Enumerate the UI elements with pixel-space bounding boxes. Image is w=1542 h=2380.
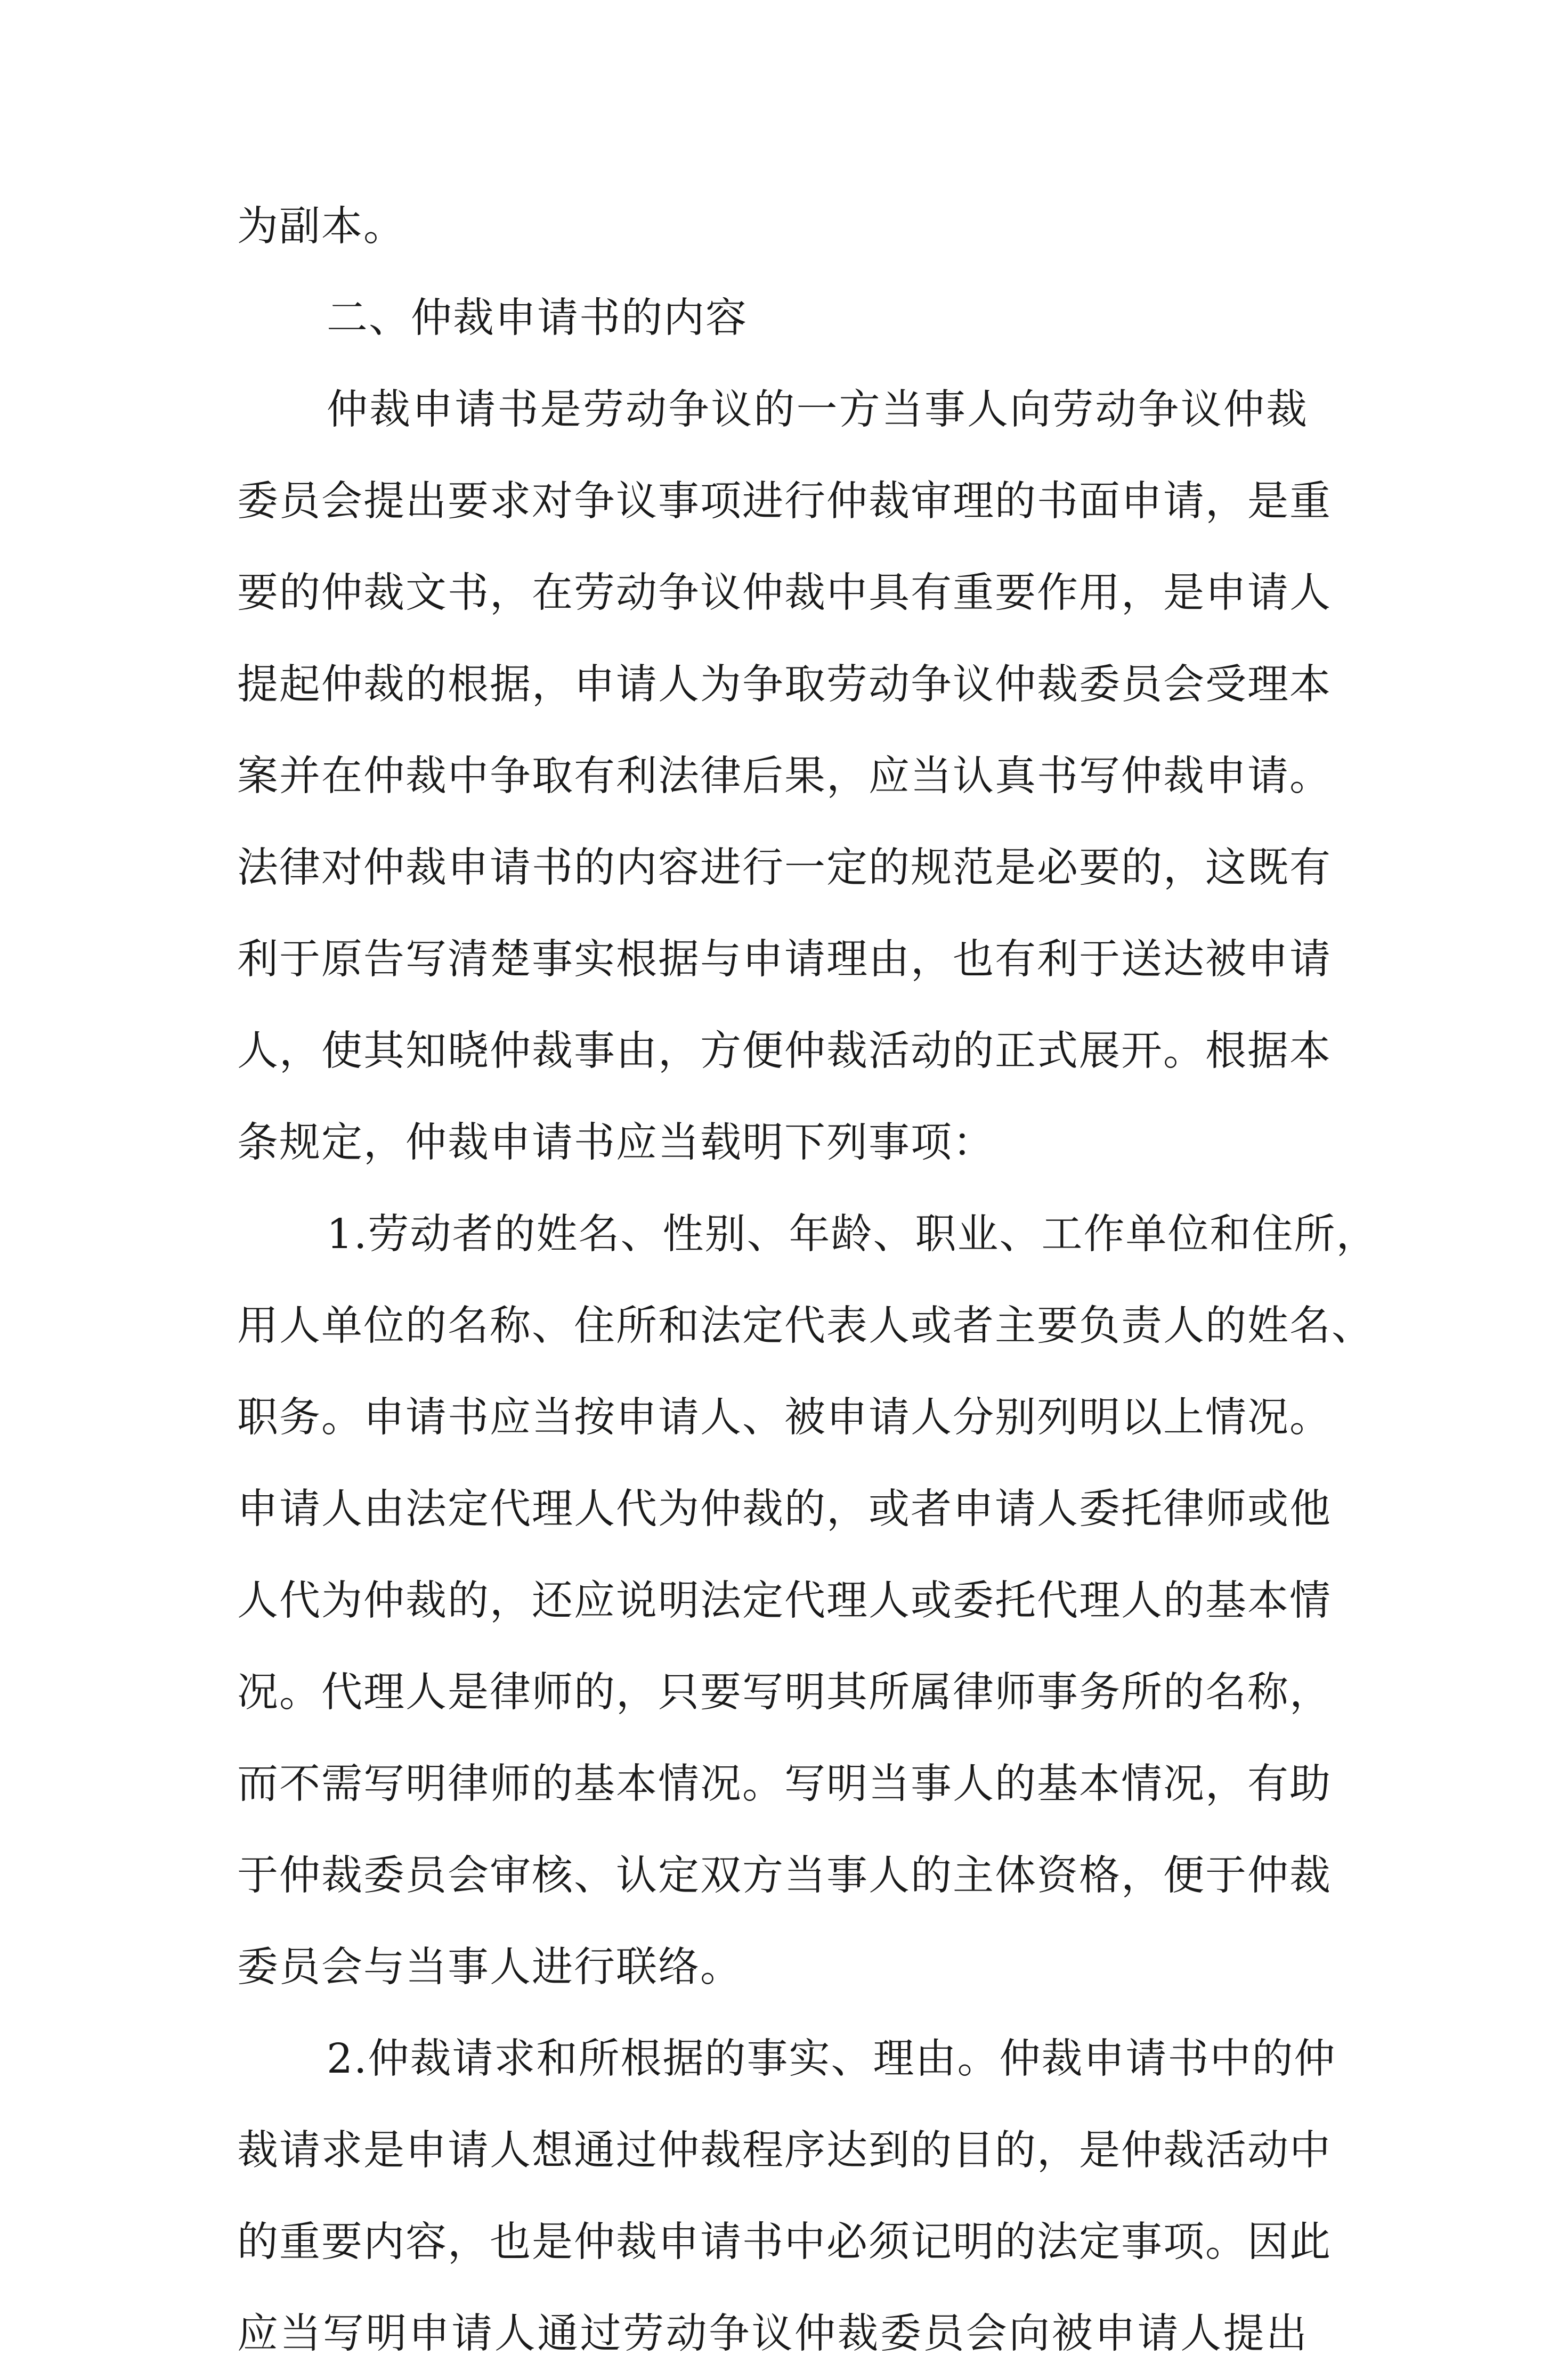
document-page bbox=[237, 181, 1378, 2380]
text-line: 人代为仲裁的，还应说明法定代理人或委托代理人的基本情 bbox=[237, 1577, 1332, 1625]
text-line: 条规定，仲裁申请书应当载明下列事项： bbox=[237, 1119, 995, 1167]
text-line: 委员会与当事人进行联络。 bbox=[237, 1944, 742, 1991]
text-line: 而不需写明律师的基本情况。写明当事人的基本情况，有助 bbox=[237, 1760, 1332, 1808]
text-line: 申请人由法定代理人代为仲裁的，或者申请人委托律师或他 bbox=[237, 1486, 1332, 1533]
text-line: 1.劳动者的姓名、性别、年龄、职业、工作单位和住所， bbox=[327, 1211, 1378, 1258]
text-line: 于仲裁委员会审核、认定双方当事人的主体资格，便于仲裁 bbox=[237, 1852, 1332, 1900]
text-line: 仲裁申请书是劳动争议的一方当事人向劳动争议仲裁 bbox=[327, 386, 1308, 434]
text-line: 委员会提出要求对争议事项进行仲裁审理的书面申请，是重 bbox=[237, 478, 1332, 525]
text-line: 用人单位的名称、住所和法定代表人或者主要负责人的姓名、 bbox=[237, 1302, 1374, 1350]
text-line: 况。代理人是律师的，只要写明其所属律师事务所的名称， bbox=[237, 1669, 1332, 1716]
text-line: 裁请求是申请人想通过仲裁程序达到的目的，是仲裁活动中 bbox=[237, 2127, 1332, 2174]
text-line: 应当写明申请人通过劳动争议仲裁委员会向被申请人提出 bbox=[237, 2310, 1308, 2358]
text-line: 人，使其知晓仲裁事由，方便仲裁活动的正式展开。根据本 bbox=[237, 1028, 1332, 1075]
text-line: 二、仲裁申请书的内容 bbox=[327, 295, 748, 342]
text-line: 提起仲裁的根据，申请人为争取劳动争议仲裁委员会受理本 bbox=[237, 661, 1332, 708]
text-line: 法律对仲裁申请书的内容进行一定的规范是必要的，这既有 bbox=[237, 844, 1332, 892]
text-line: 要的仲裁文书，在劳动争议仲裁中具有重要作用，是申请人 bbox=[237, 569, 1332, 617]
text-line: 2.仲裁请求和所根据的事实、理由。仲裁申请书中的仲 bbox=[327, 2035, 1336, 2083]
text-line: 为副本。 bbox=[237, 203, 405, 250]
text-line: 职务。申请书应当按申请人、被申请人分别列明以上情况。 bbox=[237, 1394, 1332, 1441]
text-line: 利于原告写清楚事实根据与申请理由，也有利于送达被申请 bbox=[237, 936, 1332, 983]
text-line: 的重要内容，也是仲裁申请书中必须记明的法定事项。因此 bbox=[237, 2219, 1332, 2266]
text-line: 案并在仲裁中争取有利法律后果，应当认真书写仲裁申请。 bbox=[237, 753, 1332, 800]
